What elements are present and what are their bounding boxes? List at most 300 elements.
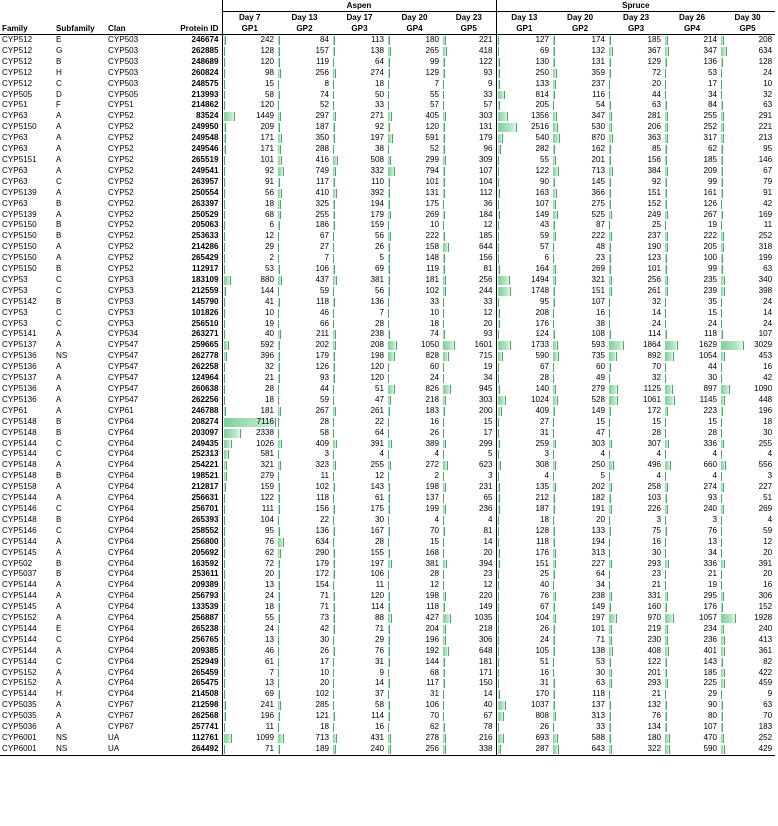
- protein-id-cell: 212559: [191, 285, 219, 295]
- expression-bar: [665, 461, 671, 470]
- expression-bar: [498, 123, 517, 132]
- expression-bar: [388, 156, 391, 165]
- expression-bar: [665, 221, 666, 230]
- expression-value-cell: [608, 537, 664, 548]
- expression-bar: [498, 341, 512, 350]
- expression-value-cell: [552, 286, 608, 297]
- expression-bar: [498, 232, 499, 241]
- expression-value: 16: [540, 667, 550, 677]
- expression-bar: [278, 472, 279, 481]
- expression-value-cell: [664, 580, 720, 591]
- expression-bar: [609, 287, 612, 296]
- expression-bar: [721, 625, 724, 634]
- expression-bar: [553, 418, 554, 427]
- expression-bar: [388, 330, 390, 339]
- table-row: [0, 68, 775, 79]
- expression-value: 106: [370, 569, 384, 579]
- expression-value-cell: [608, 111, 664, 122]
- expression-value: 158: [425, 242, 439, 252]
- subfamily-cell: A: [56, 580, 62, 590]
- expression-value: 32: [264, 362, 274, 372]
- expression-bar: [388, 472, 389, 481]
- expression-value-cell: [222, 384, 277, 395]
- expression-value: 70: [652, 362, 662, 372]
- subfamily-cell: A: [56, 122, 62, 132]
- expression-value-cell: [496, 329, 552, 340]
- expression-bar: [278, 80, 279, 89]
- expression-value: 24: [652, 318, 662, 328]
- expression-bar: [498, 287, 512, 296]
- col-header-gp: GP1: [222, 23, 277, 35]
- expression-bar: [278, 527, 280, 536]
- expression-bar: [498, 200, 500, 209]
- family-cell: CYP53: [2, 274, 28, 284]
- expression-value: 1026: [255, 438, 274, 448]
- expression-value: 222: [703, 231, 718, 241]
- expression-value-cell: [387, 188, 442, 199]
- expression-value-cell: [664, 133, 720, 144]
- expression-bar: [443, 178, 445, 187]
- subfamily-cell: NS: [54, 744, 106, 755]
- expression-bar: [609, 134, 613, 143]
- expression-value-cell: [332, 199, 387, 210]
- expression-value-cell: [608, 144, 664, 155]
- expression-bar: [553, 352, 559, 361]
- expression-value-cell: [387, 711, 442, 722]
- expression-bar: [553, 679, 554, 688]
- expression-bar: [278, 36, 280, 45]
- protein-id-cell: 265519: [191, 154, 219, 164]
- expression-value: 69: [374, 264, 384, 274]
- expression-value-cell: [664, 449, 720, 460]
- expression-value-cell: [222, 668, 277, 679]
- expression-value: 222: [591, 231, 606, 241]
- expression-value: 8: [324, 78, 329, 88]
- header-row-days: [0, 12, 775, 24]
- expression-value: 70: [763, 711, 773, 721]
- subfamily-cell: C: [56, 318, 62, 328]
- col-header-protein-id: Protein ID: [156, 23, 222, 35]
- expression-bar: [498, 167, 500, 176]
- expression-value: 416: [315, 154, 329, 164]
- expression-value-cell: [664, 700, 720, 711]
- clan-cell: CYP52: [108, 220, 134, 230]
- expression-value-cell: [496, 580, 552, 591]
- expression-value: 132: [647, 700, 662, 710]
- table-row: [0, 722, 775, 733]
- expression-value-cell: [720, 253, 775, 264]
- expression-value-cell: [222, 646, 277, 657]
- expression-value: 4: [656, 471, 662, 481]
- expression-value-cell: [496, 253, 552, 264]
- protein-id-cell: 263271: [191, 329, 219, 339]
- expression-bar: [553, 592, 556, 601]
- expression-value-cell: [277, 90, 332, 101]
- expression-bar: [609, 494, 611, 503]
- expression-value: 10: [429, 220, 439, 230]
- expression-bar: [388, 581, 389, 590]
- expression-value: 51: [763, 493, 773, 503]
- expression-value: 18: [264, 198, 274, 208]
- expression-bar: [224, 538, 226, 547]
- family-cell: CYP6001: [0, 744, 54, 755]
- expression-bar: [498, 625, 499, 634]
- expression-bar: [498, 581, 499, 590]
- expression-bar: [609, 178, 611, 187]
- expression-value-cell: [720, 602, 775, 613]
- expression-value: 117: [426, 678, 439, 688]
- expression-value-cell: [387, 548, 442, 559]
- family-cell: CYP5035: [2, 700, 37, 710]
- expression-value: 299: [479, 438, 493, 448]
- expression-value-cell: [552, 580, 608, 591]
- expression-value-cell: [496, 57, 552, 68]
- subfamily-cell: A: [56, 405, 62, 415]
- expression-value: 21: [652, 580, 662, 590]
- protein-id-cell: 262885: [191, 45, 219, 55]
- expression-value: 76: [374, 645, 384, 655]
- expression-value-cell: [442, 264, 496, 275]
- expression-value: 1035: [474, 613, 493, 623]
- expression-value: 20: [264, 569, 274, 579]
- expression-value: 28: [429, 569, 439, 579]
- expression-value: 33: [429, 296, 439, 306]
- expression-value: 256: [479, 274, 493, 284]
- expression-bar: [224, 134, 226, 143]
- expression-value: 870: [591, 133, 606, 143]
- expression-bar: [553, 363, 554, 372]
- family-cell: CYP5148: [2, 471, 37, 481]
- expression-value-cell: [222, 242, 277, 253]
- expression-value: 127: [535, 35, 550, 44]
- family-cell: CYP512: [2, 56, 33, 66]
- expression-value-cell: [442, 144, 496, 155]
- subfamily-cell: C: [56, 656, 62, 666]
- expression-bar: [665, 101, 667, 110]
- expression-bar: [498, 636, 499, 645]
- expression-value-cell: [387, 635, 442, 646]
- expression-bar: [443, 254, 445, 263]
- expression-bar: [443, 429, 444, 438]
- expression-bar: [498, 309, 501, 318]
- expression-value-cell: [552, 711, 608, 722]
- expression-bar: [278, 636, 279, 645]
- expression-value: 22: [374, 416, 384, 426]
- expression-bar: [443, 647, 449, 656]
- expression-value: 396: [260, 351, 274, 361]
- expression-value-cell: [277, 188, 332, 199]
- expression-value-cell: [664, 504, 720, 515]
- expression-value-cell: [222, 362, 277, 373]
- expression-bar: [609, 560, 612, 569]
- expression-value: 63: [763, 264, 773, 274]
- clan-cell: CYP52: [108, 122, 134, 132]
- expression-value: 198: [425, 482, 439, 492]
- expression-bar: [553, 505, 555, 514]
- expression-value-cell: [496, 319, 552, 330]
- expression-bar: [609, 538, 610, 547]
- expression-bar: [278, 603, 280, 612]
- expression-bar: [721, 407, 723, 416]
- expression-value: 4: [434, 514, 439, 524]
- family-cell: CYP63: [2, 198, 28, 208]
- expression-bar: [388, 505, 390, 514]
- family-cell: CYP5144: [2, 591, 37, 601]
- expression-bar: [388, 690, 389, 699]
- expression-bar: [721, 47, 727, 56]
- expression-value: 118: [426, 602, 439, 612]
- expression-value-cell: [608, 231, 664, 242]
- subfamily-cell: C: [56, 634, 62, 644]
- expression-bar: [388, 647, 390, 656]
- clan-cell: CYP52: [108, 231, 134, 241]
- expression-value: 828: [425, 351, 439, 361]
- subfamily-cell: A: [56, 187, 62, 197]
- expression-bar: [498, 145, 501, 154]
- table-row: [0, 188, 775, 199]
- expression-bar: [443, 287, 446, 296]
- expression-bar: [388, 123, 390, 132]
- expression-value: 28: [708, 427, 718, 437]
- expression-value: 236: [703, 634, 718, 644]
- expression-value-cell: [552, 646, 608, 657]
- expression-value-cell: [387, 308, 442, 319]
- expression-value: 17: [319, 656, 329, 666]
- protein-id-cell: 248575: [191, 78, 219, 88]
- expression-value-cell: [496, 177, 552, 188]
- expression-bar: [224, 636, 225, 645]
- protein-id-cell: 265459: [191, 667, 219, 677]
- expression-value: 131: [425, 187, 439, 197]
- expression-value: 200: [479, 405, 493, 415]
- expression-value: 118: [536, 536, 550, 546]
- protein-id-cell: 250529: [191, 209, 219, 219]
- expression-bar: [553, 69, 557, 78]
- expression-value: 102: [315, 482, 329, 492]
- expression-bar: [498, 211, 500, 220]
- expression-value-cell: [664, 689, 720, 700]
- expression-value: 238: [591, 591, 606, 601]
- expression-value: 18: [264, 394, 274, 404]
- expression-value: 138: [370, 45, 384, 55]
- family-cell: CYP5136: [2, 351, 37, 361]
- expression-value-cell: [720, 319, 775, 330]
- expression-value-cell: [720, 308, 775, 319]
- expression-value: 17: [483, 427, 493, 437]
- family-cell: CYP5136: [2, 362, 37, 372]
- subfamily-cell: A: [56, 394, 62, 404]
- expression-value: 174: [591, 35, 606, 44]
- expression-value-cell: [277, 166, 332, 177]
- protein-id-cell: 252313: [191, 449, 219, 459]
- expression-value: 1145: [699, 394, 718, 404]
- expression-value: 336: [703, 558, 718, 568]
- expression-value: 269: [591, 264, 606, 274]
- expression-value: 101: [591, 623, 606, 633]
- expression-value-cell: [496, 199, 552, 210]
- expression-value: 93: [708, 493, 718, 503]
- expression-value-cell: [442, 678, 496, 689]
- expression-value: 14: [483, 689, 493, 699]
- expression-value: 38: [374, 144, 384, 154]
- expression-value: 303: [479, 111, 493, 121]
- expression-bar: [721, 232, 724, 241]
- expression-value-cell: [277, 210, 332, 221]
- expression-bar: [278, 701, 281, 710]
- expression-bar: [609, 723, 611, 732]
- expression-value: 18: [264, 602, 274, 612]
- expression-value-cell: [442, 133, 496, 144]
- expression-bar: [333, 211, 335, 220]
- expression-value: 880: [260, 274, 274, 284]
- expression-value: 100: [703, 253, 718, 263]
- expression-bar: [665, 418, 666, 427]
- expression-value-cell: [277, 537, 332, 548]
- expression-bar: [278, 211, 281, 220]
- expression-value-cell: [496, 711, 552, 722]
- expression-value: 27: [540, 416, 550, 426]
- expression-value-cell: [720, 242, 775, 253]
- expression-value: 470: [703, 733, 718, 742]
- expression-bar: [498, 80, 500, 89]
- expression-value: 187: [535, 503, 550, 513]
- expression-value: 170: [535, 689, 550, 699]
- family-cell: CYP6001: [2, 733, 37, 742]
- expression-bar: [443, 461, 448, 470]
- expression-value-cell: [608, 417, 664, 428]
- expression-value-cell: [442, 559, 496, 570]
- expression-value: 794: [425, 165, 439, 175]
- expression-value-cell: [277, 275, 332, 286]
- expression-value-cell: [222, 188, 277, 199]
- expression-value: 208: [370, 340, 384, 350]
- expression-value-cell: [442, 613, 496, 624]
- expression-value-cell: [664, 569, 720, 580]
- expression-bar: [388, 614, 392, 623]
- protein-id-cell: 249435: [191, 438, 219, 448]
- expression-value-cell: [720, 580, 775, 591]
- expression-value: 290: [315, 547, 329, 557]
- expression-value-cell: [664, 384, 720, 395]
- expression-value-cell: [442, 166, 496, 177]
- expression-value-cell: [496, 242, 552, 253]
- expression-value-cell: [496, 613, 552, 624]
- expression-value-cell: [552, 569, 608, 580]
- expression-value-cell: [552, 57, 608, 68]
- expression-value: 16: [652, 536, 662, 546]
- expression-value: 540: [535, 133, 550, 143]
- expression-bar: [388, 407, 390, 416]
- expression-value-cell: [277, 46, 332, 57]
- expression-value: 256: [425, 743, 439, 753]
- expression-value-cell: [332, 460, 387, 471]
- expression-bar: [609, 418, 610, 427]
- expression-value: 51: [374, 384, 384, 393]
- expression-bar: [553, 625, 555, 634]
- expression-value-cell: [664, 537, 720, 548]
- expression-bar: [721, 723, 723, 732]
- expression-value: 181: [479, 656, 493, 666]
- expression-value-cell: [720, 711, 775, 722]
- expression-bar: [609, 625, 612, 634]
- expression-value: 201: [647, 667, 662, 677]
- expression-value-cell: [442, 395, 496, 406]
- expression-value: 116: [592, 89, 606, 99]
- col-header-day: Day 17: [346, 13, 373, 22]
- expression-value-cell: [332, 177, 387, 188]
- expression-value: 87: [596, 220, 606, 230]
- expression-value-cell: [496, 460, 552, 471]
- clan-cell: CYP64: [108, 656, 134, 666]
- expression-value: 136: [703, 56, 718, 66]
- expression-value-cell: [664, 417, 720, 428]
- expression-value: 47: [596, 427, 606, 437]
- expression-value: 65: [483, 493, 493, 503]
- expression-value: 19: [264, 318, 274, 328]
- expression-value: 4: [379, 449, 384, 459]
- expression-value: 35: [708, 296, 718, 306]
- protein-id-cell: 256800: [191, 536, 219, 546]
- expression-value-cell: [277, 362, 332, 373]
- expression-value-cell: [552, 35, 608, 46]
- expression-bar: [278, 254, 279, 263]
- expression-bar: [721, 603, 723, 612]
- expression-value: 120: [260, 56, 274, 66]
- subfamily-cell: A: [56, 722, 62, 732]
- family-cell: CYP5144: [2, 580, 37, 590]
- expression-value-cell: [664, 231, 720, 242]
- expression-value-cell: [720, 275, 775, 286]
- expression-bar: [553, 243, 554, 252]
- family-cell: CYP53: [2, 285, 28, 295]
- expression-bar: [665, 36, 668, 45]
- expression-bar: [333, 330, 336, 339]
- expression-value: 107: [591, 296, 606, 306]
- expression-bar: [224, 407, 226, 416]
- expression-value-cell: [332, 657, 387, 668]
- expression-bar: [498, 745, 501, 754]
- expression-bar: [443, 352, 449, 361]
- expression-bar: [553, 309, 554, 318]
- expression-bar: [388, 494, 390, 503]
- subfamily-cell: C: [56, 503, 62, 513]
- expression-value: 52: [429, 144, 439, 154]
- expression-bar: [609, 352, 617, 361]
- expression-value-cell: [222, 351, 277, 362]
- expression-value-cell: [442, 199, 496, 210]
- expression-value: 104: [535, 613, 550, 623]
- expression-value: 7: [379, 307, 384, 317]
- expression-bar: [721, 658, 723, 667]
- expression-value: 128: [758, 56, 773, 66]
- expression-value: 91: [763, 187, 773, 197]
- expression-bar: [278, 167, 284, 176]
- expression-value-cell: [222, 548, 277, 559]
- expression-value-cell: [664, 460, 720, 471]
- expression-value-cell: [720, 460, 775, 471]
- expression-value: 325: [315, 198, 329, 208]
- clan-cell: CYP67: [108, 722, 134, 732]
- subfamily-cell: A: [56, 602, 62, 612]
- expression-bar: [498, 418, 499, 427]
- expression-value: 274: [370, 67, 384, 77]
- expression-value-cell: [222, 678, 277, 689]
- expression-bar: [721, 647, 725, 656]
- expression-bar: [498, 298, 500, 307]
- expression-value: 212: [535, 493, 550, 503]
- clan-cell: CYP51: [108, 100, 134, 110]
- expression-value: 46: [264, 645, 274, 655]
